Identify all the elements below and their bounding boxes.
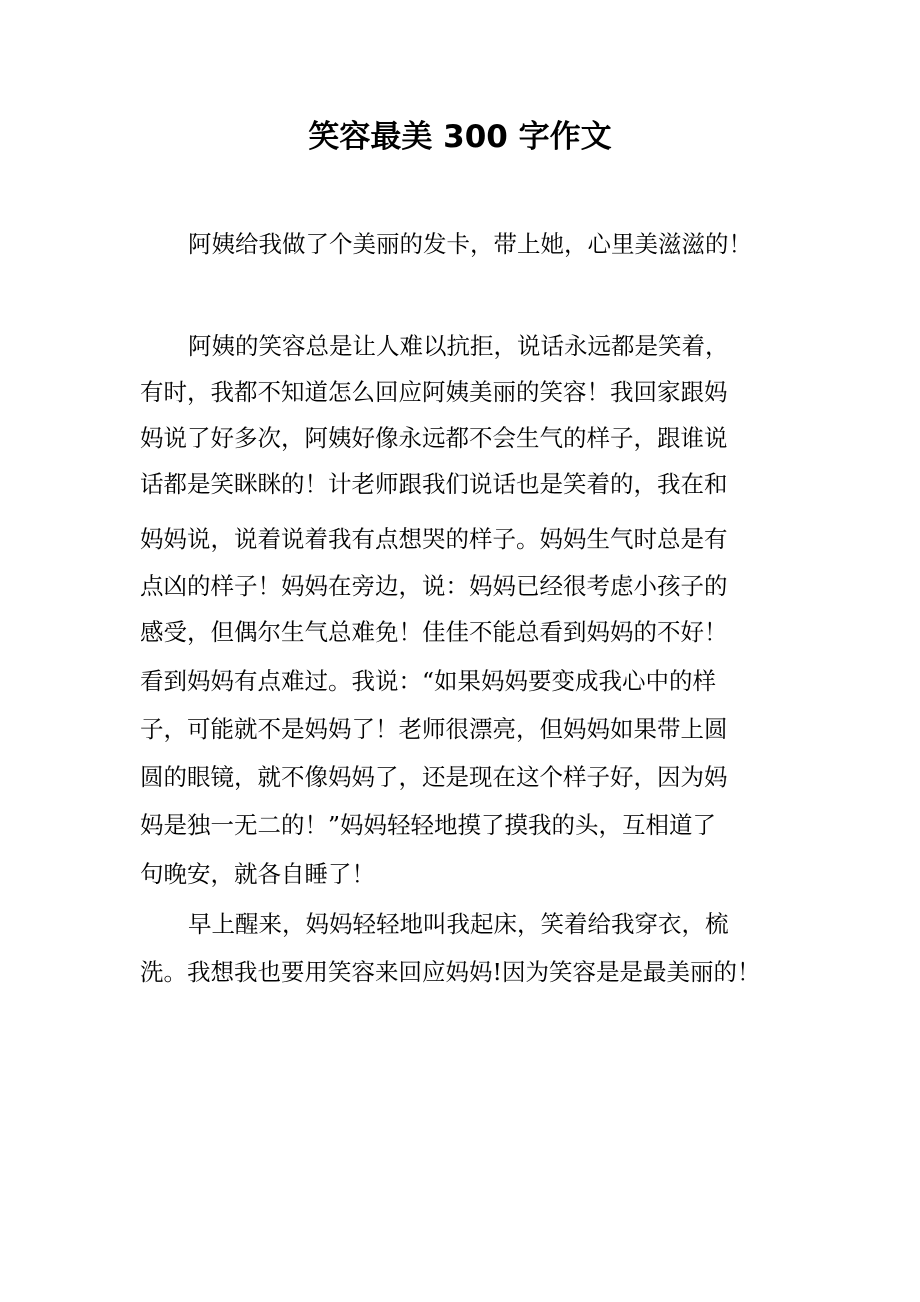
paragraph-2-line-2: 有时，我都不知道怎么回应阿姨美丽的笑容！我回家跟妈	[140, 378, 728, 406]
paragraph-2-line-9: 子，可能就不是妈妈了！老师很漂亮，但妈妈如果带上圆	[140, 715, 728, 743]
paragraph-2-line-10: 圆的眼镜，就不像妈妈了，还是现在这个样子好，因为妈	[140, 763, 728, 791]
paragraph-2-line-8: 看到妈妈有点难过。我说：“如果妈妈要变成我心中的样	[140, 667, 717, 695]
paragraph-2-line-6: 点凶的样子！妈妈在旁边，说：妈妈已经很考虑小孩子的	[140, 572, 728, 600]
paragraph-2-line-1: 阿姨的笑容总是让人难以抗拒，说话永远都是笑着，	[188, 332, 729, 360]
page-title: 笑容最美 300 字作文	[308, 119, 612, 155]
paragraph-2-line-11: 妈是独一无二的！”妈妈轻轻地摸了摸我的头，互相道了	[140, 811, 717, 839]
paragraph-2-line-5: 妈妈说，说着说着我有点想哭的样子。妈妈生气时总是有	[140, 525, 728, 553]
paragraph-1-line-1: 阿姨给我做了个美丽的发卡，带上她，心里美滋滋的！	[188, 230, 752, 258]
paragraph-2-line-3: 妈说了好多次，阿姨好像永远都不会生气的样子，跟谁说	[140, 424, 728, 452]
paragraph-3-line-2: 洗。我想我也要用笑容来回应妈妈!因为笑容是是最美丽的！	[140, 958, 761, 986]
paragraph-2-line-7: 感受，但偶尔生气总难免！佳佳不能总看到妈妈的不好！	[140, 618, 728, 646]
paragraph-2-line-4: 话都是笑眯眯的！计老师跟我们说话也是笑着的，我在和	[140, 470, 728, 498]
paragraph-3-line-1: 早上醒来，妈妈轻轻地叫我起床，笑着给我穿衣，梳	[188, 910, 729, 938]
paragraph-2-line-12: 句晚安，就各自睡了！	[140, 860, 375, 888]
